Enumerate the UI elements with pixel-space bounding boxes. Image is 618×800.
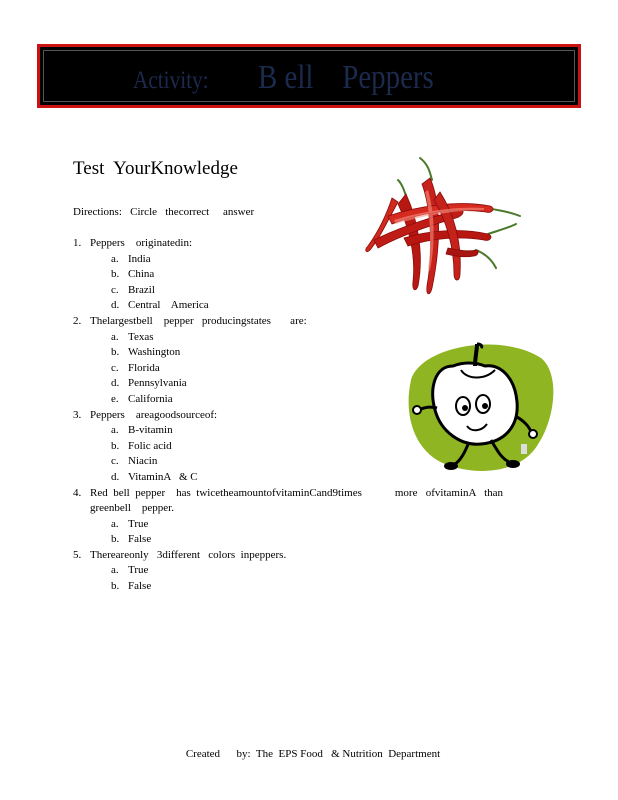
option-text: Central America bbox=[128, 299, 209, 312]
option-text: China bbox=[128, 268, 155, 281]
option-text: True bbox=[128, 517, 149, 530]
question-number: 1. bbox=[73, 237, 82, 249]
option-text: California bbox=[128, 392, 173, 405]
option-text: B-vitamin bbox=[128, 424, 173, 437]
option-letter: c. bbox=[111, 283, 119, 296]
option-text: India bbox=[128, 252, 151, 265]
option-text: Washington bbox=[128, 346, 181, 359]
answer-option bbox=[73, 298, 543, 314]
question-number: 5. bbox=[73, 548, 82, 561]
option-text: False bbox=[128, 580, 152, 593]
option-letter: b. bbox=[111, 268, 120, 281]
answer-option bbox=[73, 579, 543, 595]
title-banner bbox=[37, 44, 581, 108]
option-letter: d. bbox=[111, 470, 120, 483]
option-letter: b. bbox=[111, 533, 120, 546]
question-5 bbox=[73, 548, 543, 564]
banner-activity-label: Activity: bbox=[133, 67, 209, 94]
option-letter: a. bbox=[111, 517, 119, 530]
option-text: Texas bbox=[128, 330, 154, 343]
option-letter: a. bbox=[111, 252, 119, 265]
option-letter: d. bbox=[111, 377, 120, 390]
option-letter: a. bbox=[111, 424, 119, 437]
option-letter: a. bbox=[111, 330, 119, 343]
page-heading: Test YourKnowledge bbox=[73, 158, 238, 179]
banner-title: B ell Peppers bbox=[258, 59, 434, 96]
chili-peppers-image bbox=[358, 150, 530, 300]
question-text: Peppers originatedin: bbox=[90, 237, 193, 249]
option-letter: b. bbox=[111, 580, 120, 593]
question-number: 4. bbox=[73, 486, 82, 499]
option-text: Brazil bbox=[128, 283, 155, 296]
option-text: False bbox=[128, 533, 152, 546]
question-number: 3. bbox=[73, 408, 82, 421]
question-text: Red bell pepper has twicetheamountofvitaminCand9times more ofvitaminA than greenbell pepper. bbox=[90, 486, 506, 515]
option-letter: b. bbox=[111, 346, 120, 359]
question-text: Thelargestbell pepper producingstates are: bbox=[90, 314, 307, 327]
option-text: Folic acid bbox=[128, 439, 172, 452]
option-letter: d. bbox=[111, 299, 120, 312]
answer-option bbox=[73, 532, 543, 548]
question-2 bbox=[73, 314, 543, 330]
option-text: Pennsylvania bbox=[128, 377, 187, 390]
answer-option bbox=[73, 563, 543, 579]
option-letter: c. bbox=[111, 455, 119, 468]
footer-credit: Created by: The EPS Food & Nutrition Department bbox=[185, 748, 441, 760]
option-text: True bbox=[128, 564, 149, 577]
option-letter: b. bbox=[111, 439, 120, 452]
option-letter: e. bbox=[111, 392, 119, 405]
option-text: VitaminA & C bbox=[128, 470, 198, 483]
option-letter: a. bbox=[111, 564, 119, 577]
option-text: Florida bbox=[128, 361, 160, 374]
directions-text: Directions: Circle thecorrect answer bbox=[73, 206, 255, 218]
question-text: Thereareonly 3different colors inpeppers. bbox=[90, 548, 287, 561]
question-text: Peppers areagoodsourceof: bbox=[90, 408, 218, 421]
question-4 bbox=[73, 486, 543, 517]
answer-option bbox=[73, 517, 543, 533]
option-text: Niacin bbox=[128, 455, 158, 468]
bell-pepper-mascot-image bbox=[405, 336, 555, 476]
option-letter: c. bbox=[111, 361, 119, 374]
question-number: 2. bbox=[73, 314, 82, 327]
